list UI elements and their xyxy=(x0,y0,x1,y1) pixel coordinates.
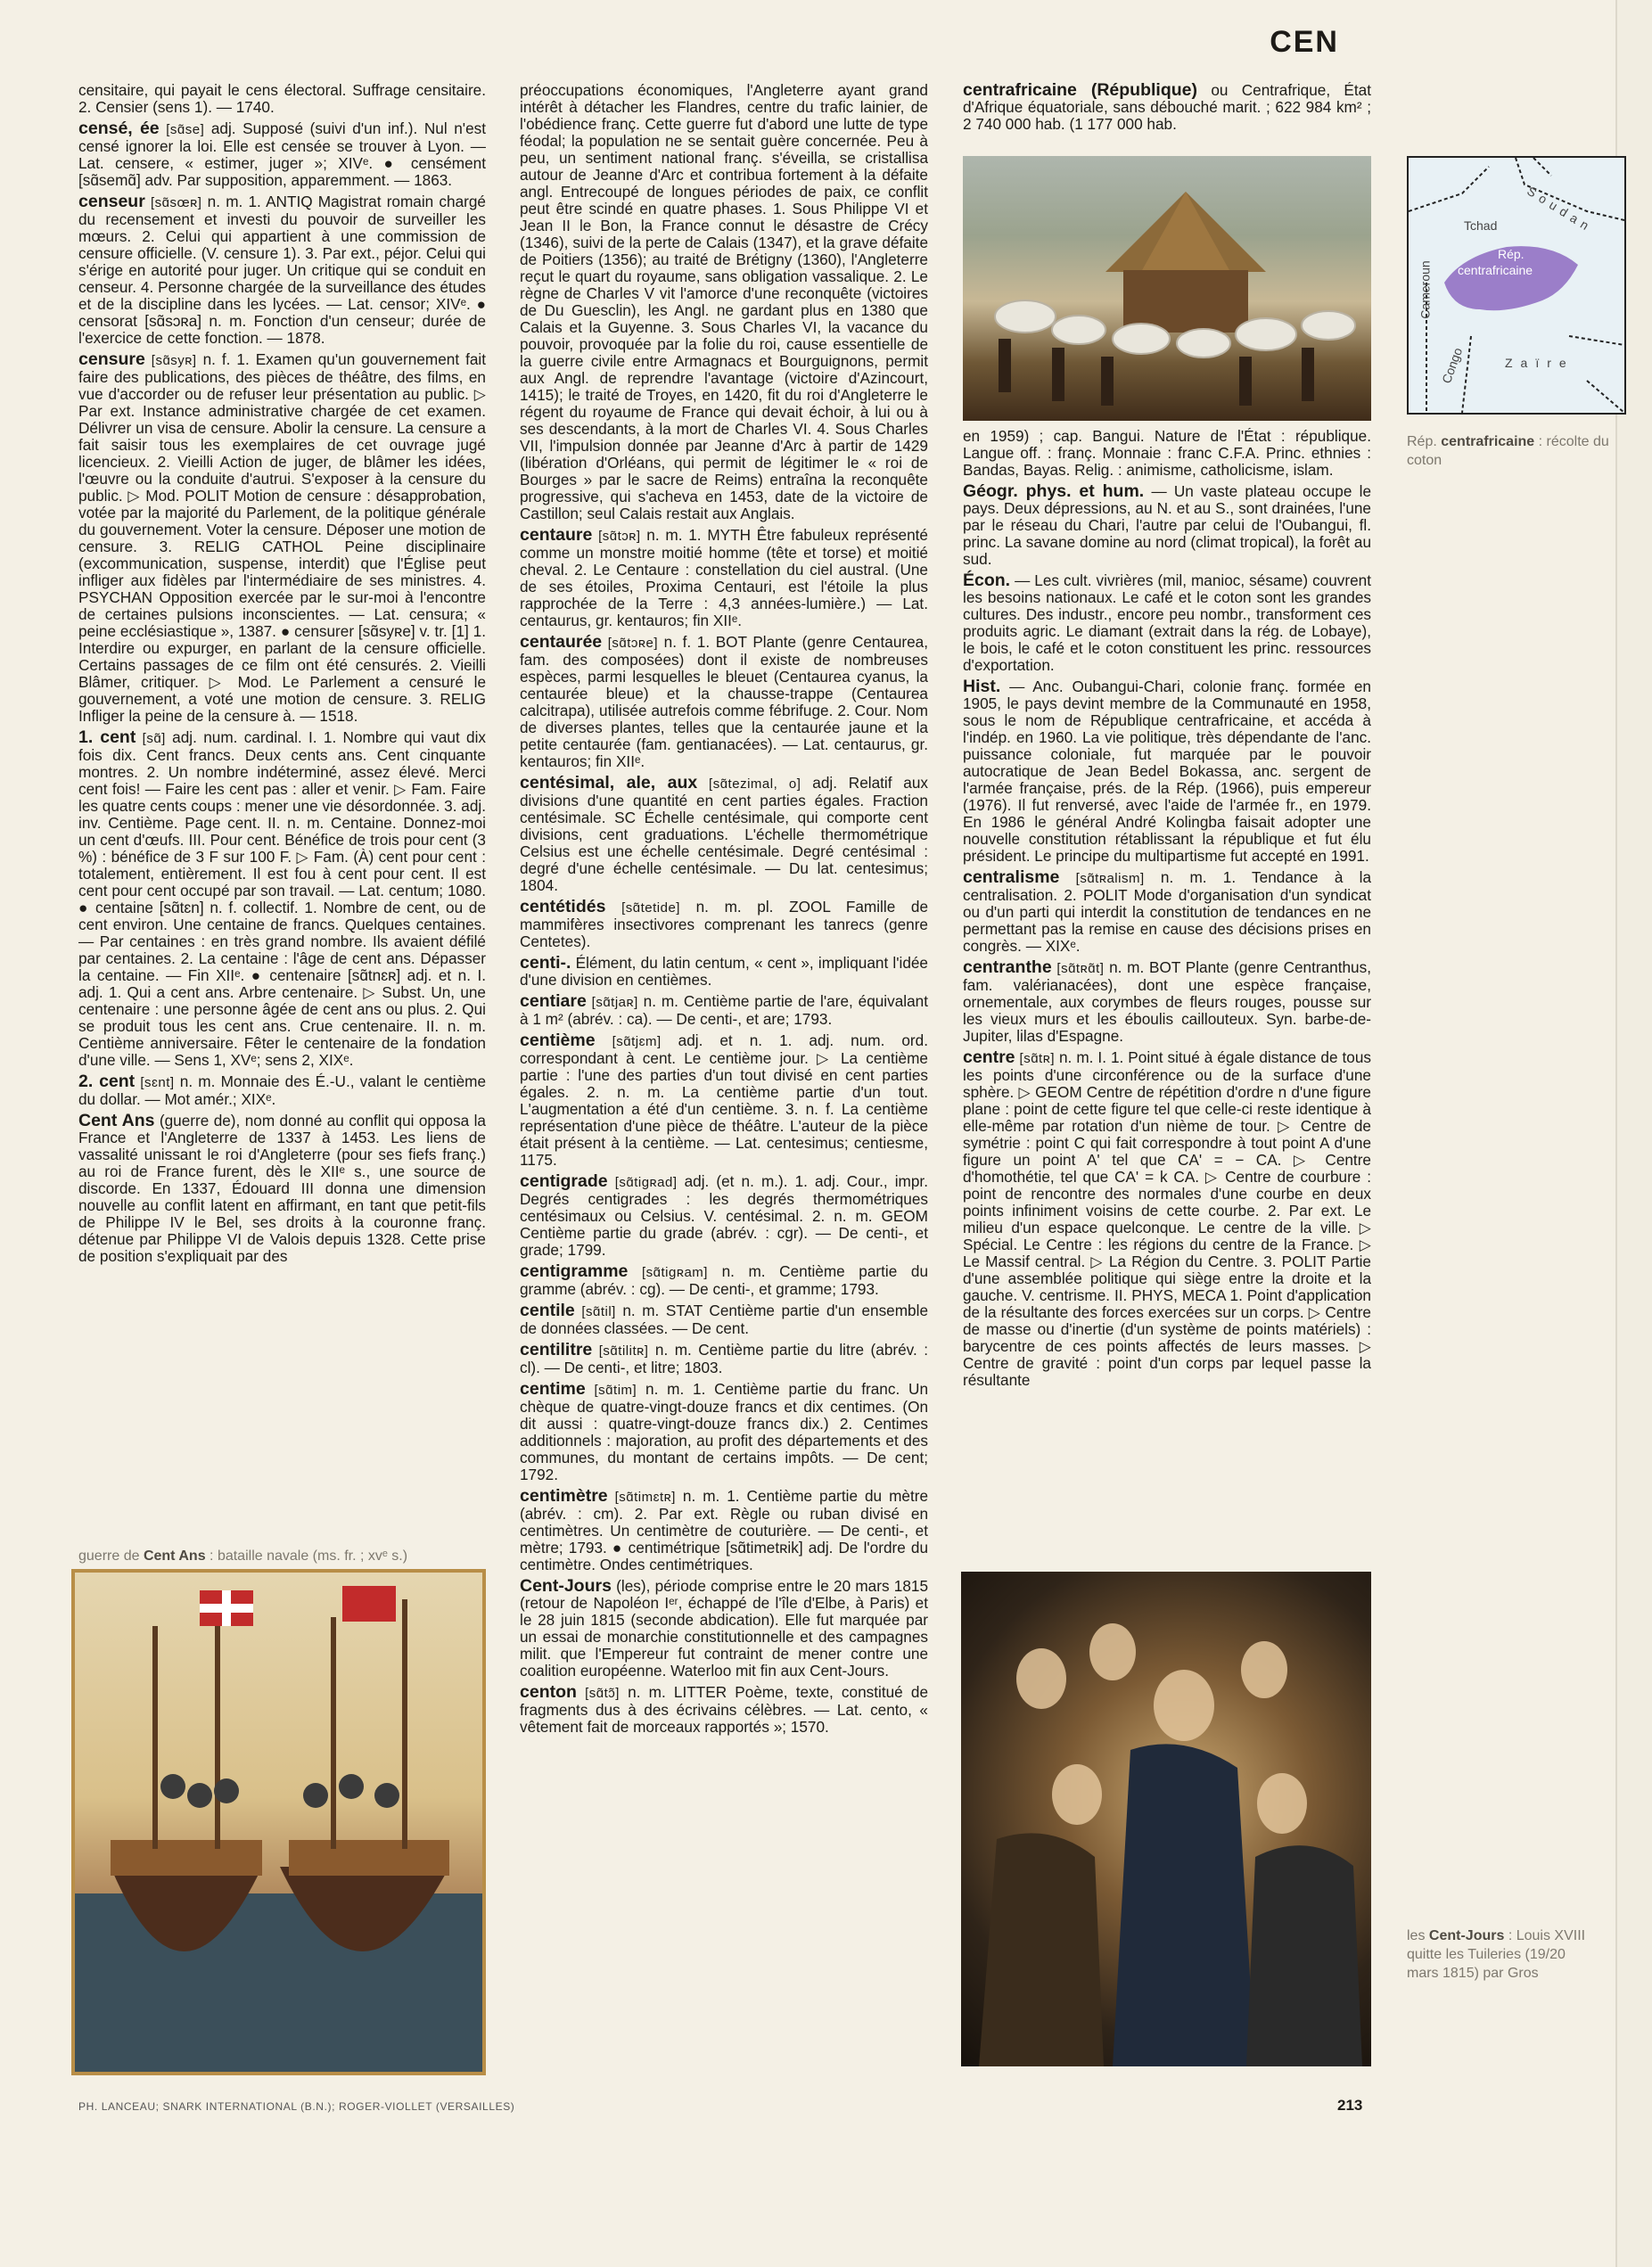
louis-xviii-illustration xyxy=(961,1572,1371,2066)
entry-headword: centétidés xyxy=(520,897,606,916)
entry-phonetic: [sɑ̃sœʀ] xyxy=(151,195,202,210)
entry-text: n. m. Centième partie du gramme (abrév. : cg). — De centi-, et gramme; 1793. xyxy=(520,1262,928,1298)
dictionary-entry xyxy=(963,1049,1371,1389)
dictionary-entry xyxy=(520,1263,928,1298)
column-1 xyxy=(78,82,486,1531)
dictionary-entry xyxy=(78,1073,486,1108)
entry-headword: centime xyxy=(520,1379,586,1399)
map-label-soudan: Soudan xyxy=(1525,183,1597,236)
entry-headword: centaure xyxy=(520,525,593,545)
entry-phonetic: [sɑ̃syʀ] xyxy=(151,353,197,368)
dictionary-entry xyxy=(78,82,486,116)
dictionary-entry xyxy=(520,993,928,1028)
entry-headword: centigrade xyxy=(520,1171,608,1191)
entry-phonetic: [sɑ̃tjaʀ] xyxy=(591,995,638,1010)
entry-headword: censure xyxy=(78,349,145,369)
entry-headword: centésimal, ale, aux xyxy=(520,773,698,793)
map-label-tchad: Tchad xyxy=(1464,218,1498,233)
entry-text: adj. et n. 1. adj. num. ord. correspondant à cent. Le centième jour. ▷ La centième partie : l'une des parties d'un tout divisé en cent parties égales. 2. n. m. La centième partie d'un tout. L'augmentation a été d'un centième. 3. n. f. La centième représentation d'une pièce de théâtre. L'auteur de la pièce était présent à la centième. — Lat. centesimus; centiesme, 1175. xyxy=(520,1031,928,1169)
entry-headword: Écon. xyxy=(963,571,1011,590)
map-caption-bold: centrafricaine xyxy=(1441,434,1535,449)
dictionary-entry xyxy=(78,193,486,347)
dictionary-entry xyxy=(520,775,928,894)
louis-xviii-painting xyxy=(961,1572,1371,2066)
dictionary-entry xyxy=(520,955,928,989)
entry-text: (guerre de), nom donné au conflit qui opposa la France et l'Angleterre de 1337 à 1453. Les liens de vassalité unissant le roi d'Angleterre (pour ses fiefs franç.) au roi de France furent, dès le XIIᵉ s., une source de discorde. En 1337, Édouard III donna une dimension nouvelle au conflit latent en affirmant, en tant que petit-fils de Philippe IV le Bel, ses droits à la couronne franç. détenue par Philippe VI de Valois depuis 1328. Cette prise de position s'expliquait par des xyxy=(78,1112,486,1265)
battle-caption-prefix: guerre de xyxy=(78,1548,140,1564)
entry-headword: centi-. xyxy=(520,953,571,973)
entry-phonetic: [sɑ̃tilitʀ] xyxy=(598,1343,649,1359)
photo-credits: PH. LANCEAU; SNARK INTERNATIONAL (B.N.); ROGER-VIOLLET (VERSAILLES) xyxy=(78,2100,515,2113)
entry-headword: centralisme xyxy=(963,867,1060,887)
entry-phonetic: [sɑ̃tetide] xyxy=(621,900,680,916)
entry-phonetic: [sɑ̃tigʀam] xyxy=(641,1265,708,1280)
dictionary-entry xyxy=(520,527,928,629)
column-3-bottom xyxy=(963,428,1371,1551)
entry-text: n. m. BOT Plante (genre Centranthus, fam. valérianacées), dont une espèce française, ornementale, aux corymbes de fleurs rouges, pousse sur les vieux murs et les éboulis caillouteux. Syn. barbe-de-Jupiter, lilas d'Espagne. xyxy=(963,958,1371,1045)
entry-text: — Anc. Oubangui-Chari, colonie franç. formée en 1905, le pays devint membre de la Communauté en 1958, sous le nom de République centrafricaine, et accéda à l'indép. en 1960. La vie politique, très dépendante de l'anc. puissance coloniale, fut marquée par le pouvoir autocratique de Jean Bedel Bokassa, anc. sergent de l'armée française, prés. de la Rép. (1966), puis empereur (1976). Il fut renversé, avec l'aide de l'armée fr., en 1979. En 1986 le général André Kolingba faisait adopter une nouvelle constitution rétablissant la république et fut élu président. Le principe du multipartisme fut accepté en 1991. xyxy=(963,678,1371,865)
dictionary-entry xyxy=(520,1578,928,1680)
entry-text: (les), période comprise entre le 20 mars 1815 (retour de Napoléon Iᵉʳ, échappé de l'île d'Elbe, à Paris) et le 28 juin 1815 (seconde abdication). Elle fut marquée par un essai de monarchie constitutionnelle et des campagnes milit. que l'Empereur fut contraint de mener contre une coalition européenne. Waterloo mit fin aux Cent-Jours. xyxy=(520,1577,928,1680)
entry-phonetic: [sɑ̃tɔ̃] xyxy=(585,1686,620,1701)
map-label-zaire: Zaïre xyxy=(1505,356,1574,370)
entry-headword: Géogr. phys. et hum. xyxy=(963,481,1145,501)
entry-headword: Cent Ans xyxy=(78,1111,155,1130)
entry-phonetic: [sɑ̃se] xyxy=(166,122,205,137)
entry-text: Élément, du latin centum, « cent », impliquant l'idée d'une division en centièmes. xyxy=(520,954,928,989)
entry-phonetic: [sɑ̃tigʀad] xyxy=(614,1175,678,1190)
entry-text: adj. Supposé (suivi d'un inf.). Nul n'est censé ignorer la loi. Elle est censée se trouver à Lyon. — Lat. censere, « estimer, juger »; XIVᵉ. ● censément [sɑ̃semɑ̃] adv. Par supposition, apparemment. — 1863. xyxy=(78,119,486,189)
dictionary-entry xyxy=(78,120,486,189)
entry-text: n. m. 1. Centième partie du mètre (abrév. : cm). 2. Par ext. Règle ou ruban divisé en centimètres. Un centimètre de couturière. — De centi-, et mètre; 1793. ● centimétrique [sɑ̃timetʀik] adj. De l'ordre du centimètre. Ondes centimétriques. xyxy=(520,1487,928,1573)
court-caption-rest: : Louis XVIII quitte les Tuileries (19/20 mars 1815) par Gros xyxy=(1407,1928,1586,1981)
entry-text: n. m. Centième partie du litre (abrév. : cl). — De centi-, et litre; 1803. xyxy=(520,1341,928,1376)
entry-text: n. m. 1. Tendance à la centralisation. 2. POLIT Mode d'organisation d'un syndicat ou d'un parti qui interdit la constitution de tendances en ne permettant pas la remise en cause des décisions prises en congrès. — XIXᵉ. xyxy=(963,868,1371,955)
dictionary-entry xyxy=(963,959,1371,1045)
entry-text: n. m. 1. Centième partie du franc. Un chèque de quatre-vingt-douze francs et dix centimes. (On dit aussi : quatre-vingt-douze francs dix.) 2. Centimes additionnels : majoration, au profit des départements et des communes, du montant de certains impôts. — De cent; 1792. xyxy=(520,1380,928,1483)
dictionary-entry xyxy=(520,1032,928,1169)
dictionary-entry xyxy=(963,572,1371,674)
entry-headword: Hist. xyxy=(963,677,1001,696)
dictionary-entry xyxy=(520,1381,928,1483)
entry-headword: centième xyxy=(520,1031,596,1050)
map-caption-rest: : récolte du coton xyxy=(1407,434,1609,468)
map-label-cameroun: Cameroun xyxy=(1418,260,1433,319)
entry-text: adj. num. cardinal. I. 1. Nombre qui vaut dix fois dix. Cent francs. Deux cents ans. Cent cinquante montres. 2. Un nombre indéterminé, assez élevé. Merci cent fois! — Faire les cent pas : aller et venir. ▷ Fam. Faire les quatre cents coups : mener une vie désordonnée. 3. adj. inv. Centième. Page cent. II. n. m. Centaine. Donnez-moi un cent d'œufs. III. Pour cent. Bénéfice de trois pour cent (3 %) : bénéfice de 3 F sur 100 F. ▷ Fam. (À) cent pour cent : totalement, entièrement. Il est fou à cent pour cent. Il est cent pour cent occupé par son travail. — Lat. centum; 1080. ● centaine [sɑ̃tɛn] n. f. collectif. 1. Nombre de cent, ou de cent environ. Une centaine de francs. Quelques centaines. — Par centaines : en très grand nombre. Ils avaient défilé par centaines. 2. La centaine : l'âge de cent ans. Dépasser la centaine. — Fin XIIᵉ. ● centenaire [sɑ̃tnɛʀ] adj. et n. I. adj. 1. Qui a cent ans. Arbre centenaire. ▷ Subst. Un, une centenaire : une personne âgée de cent ans ou plus. 2. Qui se produit tous les cent ans. Crue centenaire. II. n. m. Centième anniversaire. Fêter le centenaire de la fondation d'une ville. — Sens 1, XVᵉ; sens 2, XIXᵉ. xyxy=(78,728,486,1069)
court-caption-bold: Cent-Jours xyxy=(1428,1928,1505,1943)
dictionary-entry xyxy=(963,483,1371,568)
entry-text: n. m. 1. ANTIQ Magistrat romain chargé du recensement et investi du pouvoir de surveiller les mœurs. 2. Celui qui appartient à une commission de censure officielle. (V. censure 1). 3. Par ext., péjor. Celui qui s'érige en autorité pour juger. Un critique qui se conduit en censeur. 4. Personne chargée de la surveillance des études et de la discipline dans les lycées. — Lat. censor; XIVᵉ. ● censorat [sɑ̃sɔʀa] n. m. Fonction d'un censeur; durée de l'exercice de cette fonction. — 1878. xyxy=(78,193,486,347)
entry-text: n. m. LITTER Poème, texte, constitué de fragments dus à des écrivains célèbres. — Lat. cento, « vêtement fait de morceaux rapportés »; 1570. xyxy=(520,1683,928,1736)
map-caption xyxy=(1407,432,1621,470)
entry-headword: 2. cent xyxy=(78,1072,136,1091)
entry-phonetic: [sɑ̃tʀ] xyxy=(1019,1051,1055,1066)
entry-text: n. f. 1. BOT Plante (genre Centaurea, fam. des composées) dont il existe de nombreuses espèces, parmi lesquelles le bleuet (Centaurea cyanus, la centaurée bleue) et la chausse-trappe (Centaurea calcitrapa), utilisée autrefois comme fébrifuge. 2. Cour. Nom de diverses plantes, telles que la centaurée jaune et la petite centaurée (fam. gentianacées). — Lat. centaurus, gr. kentauros; fin XIIᵉ. xyxy=(520,633,928,770)
battle-caption xyxy=(78,1547,489,1565)
entry-phonetic: [sɑ̃tʀɑ̃t] xyxy=(1056,961,1105,976)
map-label-centrafricaine: centrafricaine xyxy=(1458,263,1533,277)
entry-phonetic: [sɑ̃] xyxy=(142,731,166,746)
battle-caption-rest: : bataille navale (ms. fr. ; xvᵉ s.) xyxy=(210,1548,408,1564)
entry-text: n. m. pl. ZOOL Famille de mammifères insectivores comprenant les tanrecs (genre Centetes). xyxy=(520,898,928,950)
entry-phonetic: [sɑ̃tim] xyxy=(594,1383,637,1398)
map-caption-prefix: Rép. xyxy=(1407,434,1437,449)
entry-text: n. m. Monnaie des É.-U., valant le centième du dollar. — Mot amér.; XIXᵉ. xyxy=(78,1072,486,1108)
entry-phonetic: [sɑ̃til] xyxy=(581,1304,616,1319)
entry-text: adj. Relatif aux divisions d'une quantité en cent parties égales. Fraction centésimale. SC Échelle centésimale, qui comporte cent divisions, cent graduations. L'échelle thermométrique Celsius est une échelle centésimale. Degré centésimal : degré d'une échelle centésimale. — Du lat. centesimus; 1804. xyxy=(520,774,928,894)
dictionary-entry xyxy=(963,82,1371,133)
entry-text: en 1959) ; cap. Bangui. Nature de l'État : république. Langue off. : franç. Monnaie : franc C.F.A. Princ. ethnies : Bandas, Bayas. Relig. : animisme, catholicisme, islam. xyxy=(963,428,1371,479)
court-caption-prefix: les xyxy=(1407,1928,1426,1943)
entry-text: n. m. STAT Centième partie d'un ensemble de données classées. — De cent. xyxy=(520,1302,928,1337)
entry-phonetic: [sɑ̃tjɛm] xyxy=(612,1034,662,1049)
entry-headword: centranthe xyxy=(963,957,1052,977)
naval-battle-illustration xyxy=(75,1573,482,2072)
naval-battle-miniature xyxy=(71,1569,486,2075)
entry-headword: centaurée xyxy=(520,632,603,652)
entry-headword: 1. cent xyxy=(78,727,136,747)
dictionary-entry xyxy=(78,1113,486,1265)
entry-headword: centile xyxy=(520,1301,575,1320)
map-label-rep: Rép. xyxy=(1498,247,1525,261)
entry-headword: centrafricaine (République) xyxy=(963,82,1197,100)
entry-headword: centiare xyxy=(520,991,587,1011)
entry-phonetic: [sɑ̃tezimal, o] xyxy=(709,776,801,792)
court-caption xyxy=(1407,1926,1594,1983)
entry-headword: centre xyxy=(963,1047,1015,1067)
entry-phonetic: [sɑ̃tɔʀe] xyxy=(607,636,659,651)
entry-phonetic: [sɑ̃tʀalism] xyxy=(1075,871,1145,886)
dictionary-entry xyxy=(963,678,1371,865)
entry-headword: centon xyxy=(520,1682,577,1702)
cotton-harvest-photo xyxy=(963,156,1371,421)
dictionary-entry xyxy=(520,1488,928,1573)
entry-phonetic: [sɛnt] xyxy=(140,1075,175,1090)
dictionary-entry xyxy=(963,428,1371,479)
entry-text: n. m. Centième partie de l'are, équivalant à 1 m² (abrév. : ca). — De centi-, et are; 1793. xyxy=(520,992,928,1028)
car-location-map xyxy=(1407,156,1626,415)
dictionary-entry xyxy=(520,1173,928,1259)
entry-text: — Un vaste plateau occupe le pays. Deux dépressions, au N. et au S., sont drainées, l'une par le réseau du Chari, l'autre par celui de l'Oubangui, fl. princ. La savane domine au nord (climat tropical), la forêt au sud. xyxy=(963,482,1371,568)
entry-text: adj. (et n. m.). 1. adj. Cour., impr. Degrés centigrades : les degrés thermométriques centésimaux ou Celsius. V. centésimal. 2. n. m. GEOM Centième partie du grade (abrév. : cgr). — De centi-, et grade; 1799. xyxy=(520,1172,928,1259)
entry-headword: Cent-Jours xyxy=(520,1576,612,1596)
dictionary-entry xyxy=(520,82,928,522)
map-label-congo: Congo xyxy=(1439,345,1466,386)
dictionary-entry xyxy=(520,1302,928,1337)
dictionary-entry xyxy=(78,729,486,1069)
entry-headword: centimètre xyxy=(520,1486,608,1506)
dictionary-entry xyxy=(520,899,928,950)
entry-headword: centilitre xyxy=(520,1340,593,1359)
column-3-top xyxy=(963,82,1371,136)
entry-text: n. f. 1. Examen qu'un gouvernement fait faire des publications, des pièces de théâtre, des films, en vue d'accorder ou de refuser leur présentation au public. ▷ Par ext. Instance administrative chargée de cet examen. Délivrer un visa de censure. Abolir la censure. La censure a fait saisir tous les exemplaires de cet ouvrage jugé licencieux. 2. Vieilli Action de juger, de blâmer les idées, l'œuvre ou la conduite d'autrui. S'exposer à la censure du public. ▷ Mod. POLIT Motion de censure : désapprobation, votée par la majorité du Parlement, de la politique générale du gouvernement. Voter la censure. Déposer une motion de censure. 3. RELIG CATHOL Peine disciplinaire (excommunication, suspense, interdit) que l'Église peut infliger aux fidèles par l'intermédiaire de ses ministres. 4. PSYCHAN Opposition exercée par le sur-moi à l'encontre de certaines pulsions inconscientes. — Lat. censura; « peine ecclésiastique », 1387. ● censurer [sɑ̃syʀe] v. tr. [1] 1. Interdire ou expurger, en parlant de la censure officielle. Certains passages de ce film ont été censurés. 2. Vieilli Blâmer, critiquer. ▷ Mod. Le Parlement a censuré le gouvernement, a voté une motion de censure. 3. RELIG Infliger la peine de la censure à. — 1518. xyxy=(78,350,486,725)
entry-text: préoccupations économiques, l'Angleterre ayant grand intérêt à détacher les Flandres, centre du trafic lainier, de l'obédience franç. Cette guerre fut d'abord une lutte de type féodal; la population ne se sentait guère concernée. Peu à peu, un sentiment national franç. s'éveilla, se cristallisa autour de Jeanne d'Arc et contribua fortement à la défaite angl. Entrecoupé de longues périodes de paix, ce conflit peut être scindé en quatre phases. 1. Sous Philippe VI et Jean II le Bon, la France connut le désastre de Crécy (1346), suivi de la perte de Calais (1347), et la grave défaite de Poitiers (1356); au traité de Brétigny (1360), l'Angleterre reçut le quart du royaume, sans obligation vassalique. 2. Le règne de Charles V vit l'amorce d'une reconquête (victoires de Du Guesclin), les Angl. ne gardant plus en 1380 que Calais et la Guyenne. 3. Sous Charles VI, la vacance du pouvoir, provoquée par la folie du roi, cause essentielle de la guerre civile entre Armagnacs et Bourguignons, permit aux Angl. de reprendre l'avantage (victoire d'Azincourt, 1415); le traité de Troyes, en 1420, fit du roi d'Angleterre le régent du royaume de France qui devait échoir, à lui ou à ses descendants, à la mort de Charles VI. 4. Sous Charles VII, l'impulsion donnée par Jeanne d'Arc à partir de 1429 (libération d'Orléans, qui permit de légitimer le « roi de Bourges » par le sacre de Reims) entraîna la reconquête progressive, qui s'acheva en 1453, date de la victoire de Castillon; seul Calais restait aux Anglais. xyxy=(520,82,928,522)
entry-text: n. m. I. 1. Point situé à égale distance de tous les points d'une circonférence ou de la surface d'une sphère. ▷ GEOM Centre de répétition d'ordre n d'une figure plane : point de cette figure tel que celle-ci reste identique à elle-même par rotation d'un nième de tour. ▷ Centre de symétrie : point C qui fait correspondre à tout point A d'une figure un point A' tel que CA' = − CA. ▷ Centre d'homothétie, tel que CA' = k CA. ▷ Centre de courbure : point de rencontre des normales d'une courbe en deux points infiniment voisins de cette courbe. 2. Par ext. Le milieu d'un espace quelconque. Le centre de la ville. ▷ Spécial. Le Centre : les régions du centre de la France. ▷ Le Massif central. ▷ La Région du Centre. 3. POLIT Partie d'une assemblée politique qui siège entre la droite et la gauche. V. centrisme. II. PHYS, MECA 1. Point d'application de la résultante des forces exercées sur un corps. ▷ Centre de masse ou d'inertie (d'un système de points matériels) : barycentre de ces points affectés de leurs masses. ▷ Centre de gravité : point d'un corps par lequel passe la résultante xyxy=(963,1048,1371,1389)
battle-caption-bold: Cent Ans xyxy=(143,1548,206,1564)
page-number: 213 xyxy=(1337,2097,1363,2114)
dictionary-entry xyxy=(520,634,928,770)
cotton-harvest-illustration xyxy=(963,156,1371,421)
entry-text: censitaire, qui payait le cens électoral. Suffrage censitaire. 2. Censier (sens 1). — 1740. xyxy=(78,82,486,116)
entry-headword: censeur xyxy=(78,192,145,211)
dictionary-entry xyxy=(520,1342,928,1376)
entry-text: ou Centrafrique, État d'Afrique équatoriale, sans débouché marit. ; 622 984 km² ; 2 740 000 hab. (1 177 000 hab. xyxy=(963,82,1371,133)
entry-phonetic: [sɑ̃tɔʀ] xyxy=(598,529,641,544)
guide-word: CEN xyxy=(1270,25,1339,59)
entry-headword: centigramme xyxy=(520,1261,629,1281)
column-2 xyxy=(520,82,928,2074)
dictionary-entry xyxy=(520,1684,928,1736)
dictionary-entry xyxy=(963,869,1371,955)
entry-headword: censé, ée xyxy=(78,119,160,138)
dictionary-entry xyxy=(78,351,486,725)
entry-text: n. m. 1. MYTH Être fabuleux représenté comme un monstre moitié homme (tête et torse) et moitié cheval. 2. Le Centaure : constellation du ciel austral. (Une de ses étoiles, Proxima Centauri, est l'étoile la plus rapprochée de la Terre : 4,3 années-lumière.) — Lat. centaurus, gr. kentauros; fin XIIᵉ. xyxy=(520,526,928,629)
entry-text: — Les cult. vivrières (mil, manioc, sésame) couvrent les besoins nationaux. Le café et le coton sont les grandes cultures. Des industr., encore peu nombr., transforment ces produits agric. Le diamant (extrait dans la rég. de Lobaye), le bois, le café et le coton constituent les princ. ressources d'exportation. xyxy=(963,571,1371,674)
entry-phonetic: [sɑ̃timɛtʀ] xyxy=(614,1490,676,1505)
